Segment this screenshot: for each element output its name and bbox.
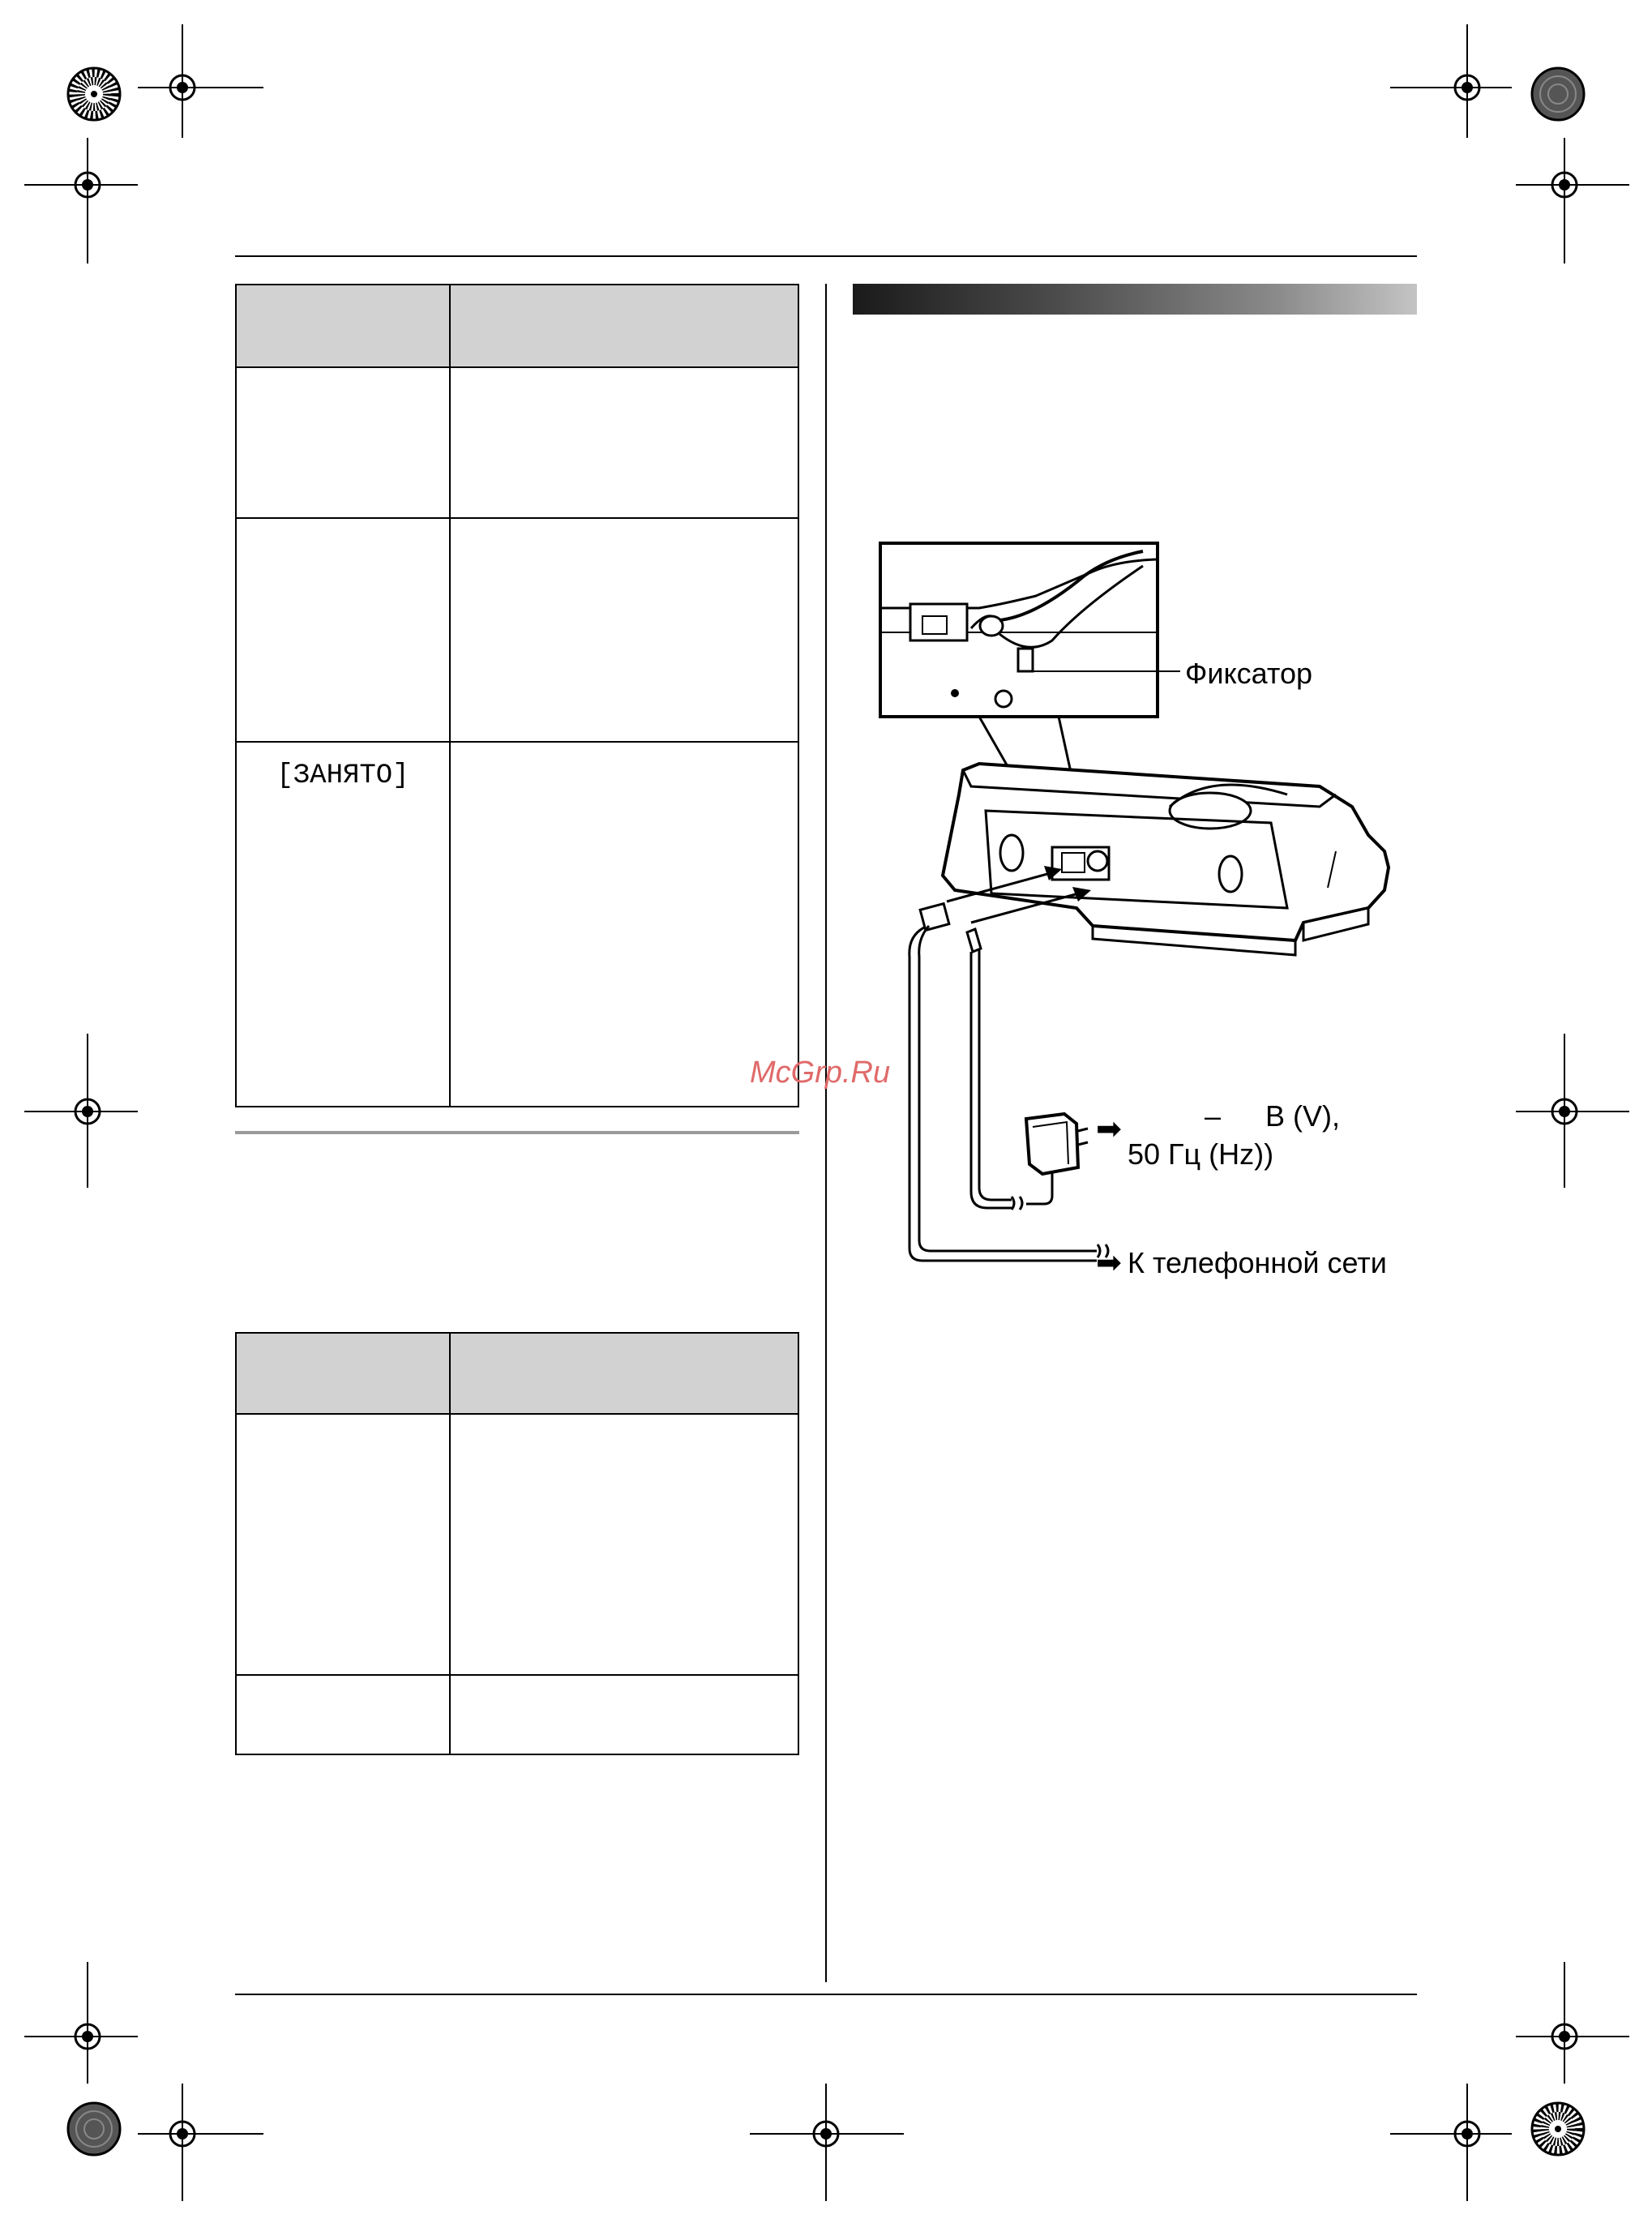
- table-cell: [236, 367, 450, 518]
- table-header-cell: [450, 285, 798, 367]
- latch-label: Фиксатор: [1185, 657, 1312, 690]
- crosshair-mark-icon: [51, 1075, 124, 1148]
- header-rule: [235, 255, 1417, 257]
- ac-adaptor-icon: [1026, 1114, 1088, 1174]
- table-row: [236, 367, 798, 518]
- star-mark-icon: [68, 68, 120, 120]
- table-cell: [450, 367, 798, 518]
- table-header-row: [236, 1333, 798, 1414]
- column-divider: [825, 284, 827, 1982]
- table-cell: [450, 1675, 798, 1754]
- table-cell: [450, 518, 798, 742]
- table-row: [236, 742, 798, 1107]
- section-title-bar: [853, 284, 1417, 315]
- phone-line-label: К телефонной сети: [1128, 1246, 1387, 1279]
- crosshair-mark-icon: [790, 2097, 862, 2170]
- footer-rule: [235, 1994, 1417, 1995]
- settings-table: [235, 1332, 799, 1755]
- table-cell: [236, 1675, 450, 1754]
- status-table: [235, 284, 799, 1107]
- table-cell: [236, 1414, 450, 1675]
- crosshair-mark-icon: [146, 51, 219, 124]
- table-row: [236, 518, 798, 742]
- busy-status-label: [ЗАНЯТО]: [276, 760, 409, 791]
- table-cell: [450, 1414, 798, 1675]
- table-cell: [450, 742, 798, 1107]
- crosshair-mark-icon: [51, 148, 124, 221]
- power-frequency-label: 50 Гц (Hz)): [1128, 1137, 1274, 1171]
- crosshair-mark-icon: [1431, 2097, 1504, 2170]
- table-cell: [236, 518, 450, 742]
- star-mark-icon: [1532, 2103, 1584, 2155]
- crosshair-mark-icon: [1431, 51, 1504, 124]
- latch-closeup-inset: [880, 543, 1180, 717]
- table-row: [236, 1414, 798, 1675]
- phone-line-arrow-icon: ➡: [1096, 1246, 1122, 1280]
- busy-status-cell: [236, 742, 450, 1107]
- power-arrow-icon: ➡: [1096, 1112, 1122, 1146]
- table-header-cell: [450, 1333, 798, 1414]
- disc-mark-icon: [1532, 68, 1584, 120]
- table-header-cell: [236, 285, 450, 367]
- crosshair-mark-icon: [146, 2097, 219, 2170]
- table-row: [236, 1675, 798, 1754]
- table-header-row: [236, 285, 798, 367]
- base-unit-drawing: [943, 764, 1389, 955]
- crosshair-mark-icon: [1528, 1075, 1601, 1148]
- table-header-cell: [236, 1333, 450, 1414]
- crosshair-mark-icon: [1528, 2000, 1601, 2073]
- power-voltage-label: В (V),: [1265, 1099, 1341, 1133]
- section-divider: [235, 1131, 799, 1134]
- disc-mark-icon: [68, 2103, 120, 2155]
- watermark: McGrp.Ru: [750, 1056, 891, 1090]
- power-dash: –: [1205, 1099, 1222, 1133]
- crosshair-mark-icon: [51, 2000, 124, 2073]
- crosshair-mark-icon: [1528, 148, 1601, 221]
